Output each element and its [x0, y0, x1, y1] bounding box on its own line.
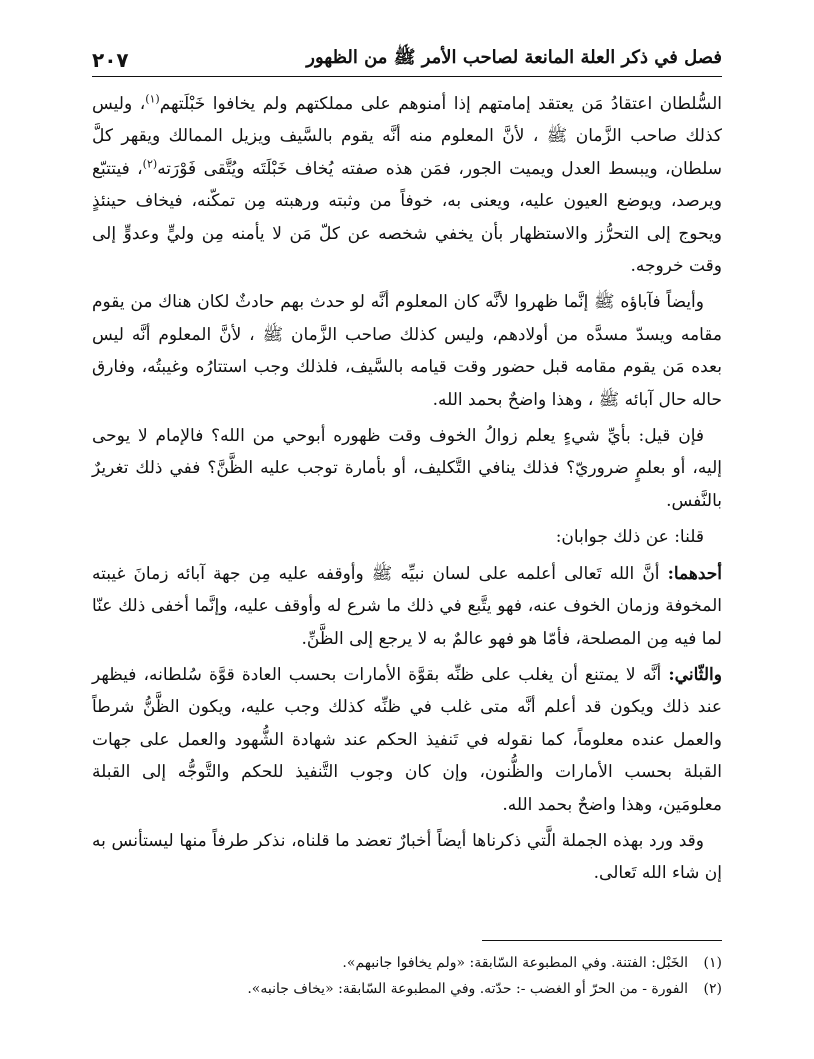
paragraph-7: وقد ورد بهذه الجملة الَّتي ذكرناها أيضاً أخبارٌ تعضد ما قلناه، نذكر طرفاً منها ليستأنس به إن شاء الله تَعالى. [92, 830, 722, 884]
running-title: فصل في ذكر العلة المانعة لصاحب الأمر ﷺ من الظهور [306, 47, 722, 68]
paragraph-6: والثّاني: أنَّه لا يمتنع أن يغلب على ظنِّه بقوَّة الأمارات بحسب العادة قوَّة سُلطانه، فيظهر عند ذلك ويكون قد أعلم أنَّه متى غلب في ظنِّه كذلك وجب عليه، ويكون الظَّنُّ شرطاً والعمل عنده معلوماً، كما نقوله في تَنفيذ الحكم عند شهادة الشُّهود والعمل على جهات القبلة بحسب الأمارات والظُّنون، وإن كان وجوب التَّنفيذ للحكم والتَّوجُّه إلى القبلة معلومَين، وهذا واضحٌ بحمد الله. [92, 664, 722, 815]
footnotes [92, 950, 722, 1002]
page-header [92, 36, 722, 77]
paragraph-2: وأيضاً فآباؤه ﷺ إنَّما ظهروا لأنَّه كان المعلوم أنَّه لو حدث بهم حادثٌ لكان هناك من يقوم مقامه ويسدّ مسدَّه من أولادهم، وليس كذلك صاحب الزَّمان ﷺ ، لأنَّ المعلوم أنَّه ليس بعده مَن يقوم مقامه قبل حضور وقت قيامه بالسَّيف، فلذلك وجب استتارُه وغيبتُه، وفارق حاله حال آبائه ﷺ ، وهذا واضحٌ بحمد الله. [92, 292, 722, 410]
footnote-number: (٢) [703, 981, 722, 997]
paragraph-1: السُّلطان اعتقادُ مَن يعتقد إمامتهم إذا أمنوهم على مملكتهم ولم يخافوا خَبْلَتهم$^{(١)}$، وليس كذلك صاحب الزَّمان ﷺ ، لأنَّ المعلوم منه أنَّه يقوم بالسَّيف ويزيل الممالك ويقهر كلَّ سلطان، ويبسط العدل ويميت الجور، فمَن هذه صفته يُخاف خَبْلَتَه ويُتَّقى فَوْرَته$^{(٢)}$، فيتتبّع ويرصد، ويوضع العيون عليه، ويعنى به، خوفاً من وثبته ورهبته مِن تمكّنه، فيخاف حينئذٍ ويحوج إلى التحرُّز والاستظهار بأن يخفي شخصه عن كلّ مَن لا يأمنه مِن وليٍّ وعدوٍّ إلى وقت خروجه. [92, 92, 722, 277]
footnote-2 [92, 976, 722, 1002]
footnote-1 [92, 950, 722, 976]
footnote-text: الفورة - من الحرّ أو الغضب -: حدّته. وفي المطبوعة السّابقة: «يخاف جانبه». [247, 981, 688, 997]
footnote-number: (١) [703, 955, 722, 971]
page-number: ٢٠٧ [92, 48, 129, 72]
footnote-ref-2[interactable]: (٢) [142, 157, 158, 171]
paragraph-4: قلنا: عن ذلك جوابان: [555, 527, 704, 548]
footnote-divider [482, 940, 722, 941]
footnote-text: الخَبْل: الفتنة. وفي المطبوعة السّابقة: «ولم يخافوا جانبهم». [342, 955, 688, 971]
answer-one-lead: أحدهما: [667, 563, 722, 584]
main-text [92, 88, 722, 894]
paragraph-3: فإن قيل: بأيِّ شيءٍ يعلم زوالُ الخوف وقت ظهوره أبوحي من الله؟ فالإمام لا يوحى إليه، أو بعلمٍ ضروريّ؟ فذلك ينافي التَّكليف، أو بأمارة توجب عليه الظَّنَّ؟ ففي ذلك تغريرٌ بالنَّفس. [92, 426, 722, 511]
paragraph-5: أحدهما: أنَّ الله تَعالى أعلمه على لسان نبيِّه ﷺ وأوقفه عليه مِن جهة آبائه زمانَ غيبته المخوفة وزمان الخوف عنه، فهو يتَّبع في ذلك ما شرع له وأوقف عليه، وإنَّما أخفى ذلك عنّا لما فيه مِن المصلحة، فأمّا هو فهو عالمٌ به لا يرجع إلى الظَّنِّ. [92, 563, 722, 649]
answer-two-lead: والثّاني: [668, 664, 722, 685]
footnote-ref-1[interactable]: (١) [145, 92, 160, 106]
